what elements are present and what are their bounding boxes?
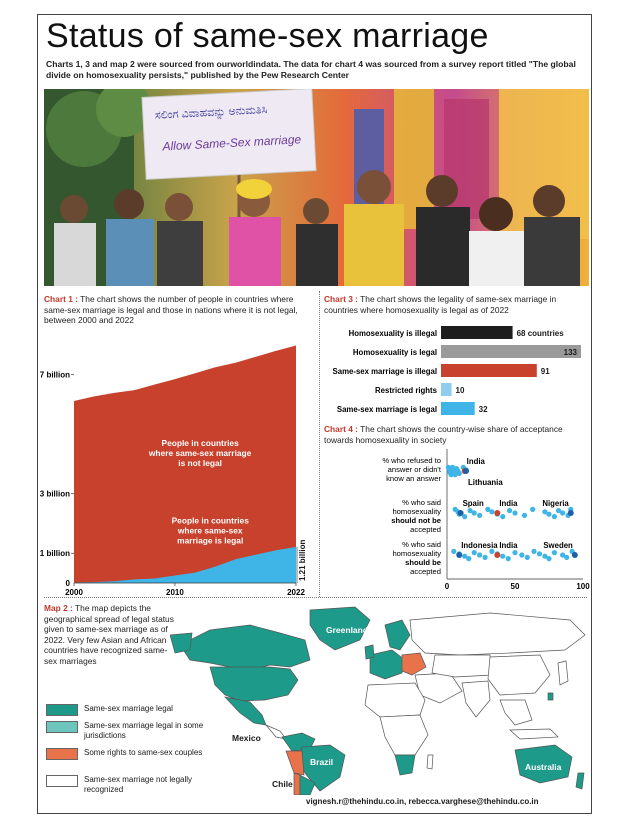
chart4-label: Chart 4 : bbox=[324, 424, 358, 434]
legend-text-some-jurisdictions: Same-sex marriage legal in some jurisdictions bbox=[84, 721, 204, 740]
map-madagascar bbox=[427, 755, 433, 769]
chart4-dot bbox=[552, 514, 557, 519]
chart4-row-label-line: homosexuality bbox=[392, 507, 441, 516]
chart3-caption bbox=[324, 294, 586, 315]
chart3-bar bbox=[441, 383, 452, 396]
chart4-dot bbox=[512, 550, 517, 555]
chart4-country-label: Indonesia bbox=[461, 541, 498, 550]
world-map bbox=[170, 605, 590, 795]
legend-text-some-rights: Some rights to same-sex couples bbox=[84, 748, 203, 757]
chart3-label: Chart 3 : bbox=[324, 294, 358, 304]
section-divider bbox=[44, 597, 587, 598]
chart4-row-label-line: homosexuality bbox=[392, 549, 441, 558]
chart1-ytick-label: 7 billion bbox=[39, 370, 70, 380]
chart4-dot bbox=[507, 508, 512, 513]
chart4-dot bbox=[506, 556, 511, 561]
column-divider bbox=[319, 291, 320, 597]
chart1-label-legal: People in countries where same-sex marriage is legal bbox=[171, 515, 249, 546]
infographic-frame bbox=[37, 14, 592, 814]
map-mexico bbox=[225, 697, 266, 725]
chart4-dot bbox=[560, 510, 565, 515]
chart1-ytick-label: 3 billion bbox=[39, 489, 70, 499]
map-new-zealand bbox=[576, 773, 584, 789]
map-label-brazil: Brazil bbox=[310, 757, 334, 767]
chart3-category-label: Restricted rights bbox=[375, 386, 437, 395]
legend-swatch-some-rights bbox=[46, 748, 78, 760]
chart4-dot bbox=[472, 510, 477, 515]
chart1-annotation-legal: 1.21 billion bbox=[298, 539, 307, 581]
chart4-row-label bbox=[392, 540, 441, 576]
chart4-dot bbox=[525, 555, 530, 560]
map-south-africa bbox=[395, 755, 415, 775]
chart4-highlight-dot bbox=[458, 510, 464, 516]
map-label-mexico: Mexico bbox=[232, 733, 261, 743]
chart4-row-label bbox=[391, 498, 441, 534]
page-title: Status of same-sex marriage bbox=[46, 17, 489, 55]
chart3-bar bbox=[441, 402, 475, 415]
chart4-dot bbox=[519, 552, 524, 557]
chart4-row-label-line: accepted bbox=[410, 567, 441, 576]
chart4-xtick-label: 0 bbox=[444, 582, 450, 591]
chart1-xtick-label: 2010 bbox=[166, 588, 184, 595]
sign-text-english: Allow Same-Sex marriage bbox=[162, 132, 302, 154]
map-russia bbox=[410, 613, 585, 655]
chart3-value-label: 32 bbox=[478, 405, 488, 414]
legend-text-not-recognized: Same-sex marriage not legally recognized bbox=[84, 775, 193, 794]
chart3-value-label: 91 bbox=[540, 367, 550, 376]
chart1-label: Chart 1 : bbox=[44, 294, 78, 304]
map-eastern-europe bbox=[402, 653, 426, 675]
chart4-xtick-label: 50 bbox=[510, 582, 520, 591]
chart3-bar bbox=[441, 364, 537, 377]
chart4-dot bbox=[472, 550, 477, 555]
chart1-annotation-not-legal: 6.77 billion bbox=[297, 344, 306, 386]
chart4-dot bbox=[530, 507, 535, 512]
map-china bbox=[488, 655, 550, 695]
chart4-row-label-line: % who said bbox=[402, 498, 441, 507]
map-india bbox=[462, 681, 490, 717]
chart4-row-label-line: should be bbox=[405, 558, 441, 567]
map-central-asia bbox=[432, 655, 492, 677]
chart4-row-label-line: % who said bbox=[402, 540, 441, 549]
chart4-highlight-dot bbox=[456, 552, 462, 558]
chart1-label-not-legal: People in countries where same-sex marriage is not legal bbox=[148, 438, 252, 469]
chart1-caption-text: The chart shows the number of people in countries where same-sex marriage is legal and those in nations where it is not legal, between 2000 and 2022 bbox=[44, 294, 298, 325]
chart4-dot bbox=[531, 549, 536, 554]
chart3-category-label: Homosexuality is legal bbox=[352, 348, 437, 357]
map-western-europe bbox=[370, 650, 405, 679]
map-uk bbox=[365, 645, 374, 659]
chart4-dot bbox=[522, 513, 527, 518]
chart4-dot bbox=[500, 514, 505, 519]
chart4-row-label-line: should not be bbox=[391, 516, 441, 525]
page-subtitle: Charts 1, 3 and map 2 were sourced from ourworldindata. The data for chart 4 was sourced from a survey report titled "The global divide on homosexuality persists," published by the Pew Research Center bbox=[46, 59, 576, 80]
chart3-value-label: 10 bbox=[455, 386, 465, 395]
chart4-dot bbox=[489, 509, 494, 514]
map-scandinavia bbox=[385, 620, 410, 650]
chart1-xtick-label: 2000 bbox=[65, 588, 83, 595]
chart4-country-label: Lithuania bbox=[468, 478, 503, 487]
march-photo bbox=[44, 89, 589, 286]
map2-caption bbox=[44, 603, 174, 666]
chart4-dot bbox=[457, 471, 462, 476]
chart4-caption bbox=[324, 424, 586, 445]
credit-line: vignesh.r@thehindu.co.in, rebecca.varghese@thehindu.co.in bbox=[306, 797, 539, 806]
chart4-dot bbox=[552, 550, 557, 555]
map-japan bbox=[558, 661, 568, 685]
chart1-ytick-0: 0 bbox=[65, 579, 70, 588]
chart4-dot bbox=[482, 555, 487, 560]
chart4-caption-text: The chart shows the country-wise share of acceptance towards homosexuality in society bbox=[324, 424, 563, 445]
chart3-bar bbox=[441, 345, 581, 358]
chart4-highlight-dot bbox=[568, 510, 574, 516]
chart4-country-label: Nigeria bbox=[542, 499, 569, 508]
chart4-dot bbox=[466, 556, 471, 561]
chart1-caption bbox=[44, 294, 314, 326]
chart4-row-label-line: know an answer bbox=[386, 474, 441, 483]
chart3-category-label: Same-sex marriage is illegal bbox=[332, 367, 437, 376]
chart1-area-chart bbox=[38, 333, 320, 595]
chart4-highlight-dot bbox=[463, 468, 469, 474]
chart4-dot bbox=[500, 554, 505, 559]
map2-caption-text: The map depicts the geographical spread of legal status given to same-sex marriage as of 2022. Very few Asian and African countries have recognized same-sex marriages bbox=[44, 603, 174, 666]
chart1-xtick-label: 2022 bbox=[287, 588, 305, 595]
legend-swatch-legal bbox=[46, 704, 78, 716]
chart4-country-label: India bbox=[499, 541, 518, 550]
map-chile bbox=[294, 773, 300, 795]
map-central-africa bbox=[380, 715, 428, 755]
chart4-row-label-line: accepted bbox=[410, 525, 441, 534]
chart3-caption-text: The chart shows the legality of same-sex marriage in countries where homosexuality is legal as of 2022 bbox=[324, 294, 557, 315]
legend-swatch-not-recognized bbox=[46, 775, 78, 787]
map-north-africa bbox=[365, 683, 425, 717]
chart3-value-label: 68 countries bbox=[516, 329, 564, 338]
chart4-row-label-line: answer or didn't bbox=[387, 465, 441, 474]
chart3-category-label: Homosexuality is illegal bbox=[348, 329, 437, 338]
chart3-value-label: 133 bbox=[563, 348, 577, 357]
chart4-row-label-line: % who refused to bbox=[382, 456, 441, 465]
map2-label: Map 2 : bbox=[44, 603, 73, 613]
chart4-dot bbox=[546, 556, 551, 561]
chart1-ytick-label: 1 billion bbox=[39, 549, 70, 559]
map-label-greenland: Greenland bbox=[326, 625, 369, 635]
chart4-xtick-label: 100 bbox=[576, 582, 590, 591]
chart4-dot bbox=[512, 510, 517, 515]
map-canada bbox=[180, 625, 310, 670]
chart4-dot-plot bbox=[321, 449, 591, 599]
map-usa bbox=[210, 667, 298, 701]
legend-text-legal: Same-sex marriage legal bbox=[84, 704, 173, 713]
chart4-dot bbox=[546, 512, 551, 517]
map-label-chile: Chile bbox=[272, 779, 293, 789]
chart4-highlight-dot bbox=[572, 552, 578, 558]
chart3-category-label: Same-sex marriage is legal bbox=[336, 405, 437, 414]
chart4-dot bbox=[564, 555, 569, 560]
chart4-country-label: Spain bbox=[462, 499, 484, 508]
chart4-highlight-dot bbox=[494, 552, 500, 558]
map-taiwan bbox=[548, 693, 553, 700]
chart4-dot bbox=[477, 513, 482, 518]
chart4-dot bbox=[477, 552, 482, 557]
legend-swatch-some-jurisdictions bbox=[46, 721, 78, 733]
map-alaska bbox=[170, 633, 192, 653]
chart3-bar-chart bbox=[321, 320, 591, 420]
chart4-dot bbox=[537, 551, 542, 556]
map-southeast-asia bbox=[500, 700, 532, 725]
map-peru-bolivia bbox=[286, 751, 304, 775]
sign-text-kannada: ಸಲಿಂಗ ವಿವಾಹವನ್ನು ಅನುಮತಿಸಿ bbox=[154, 103, 268, 122]
march-photo-illustration bbox=[44, 89, 589, 286]
map-label-australia: Australia bbox=[525, 762, 562, 772]
chart4-dot bbox=[451, 549, 456, 554]
chart3-bar bbox=[441, 326, 513, 339]
chart4-row-label bbox=[382, 456, 442, 483]
chart4-highlight-dot bbox=[494, 510, 500, 516]
chart4-country-label: India bbox=[466, 457, 485, 466]
map-indonesia bbox=[510, 729, 558, 739]
chart4-country-label: India bbox=[499, 499, 518, 508]
chart4-country-label: Sweden bbox=[543, 541, 573, 550]
